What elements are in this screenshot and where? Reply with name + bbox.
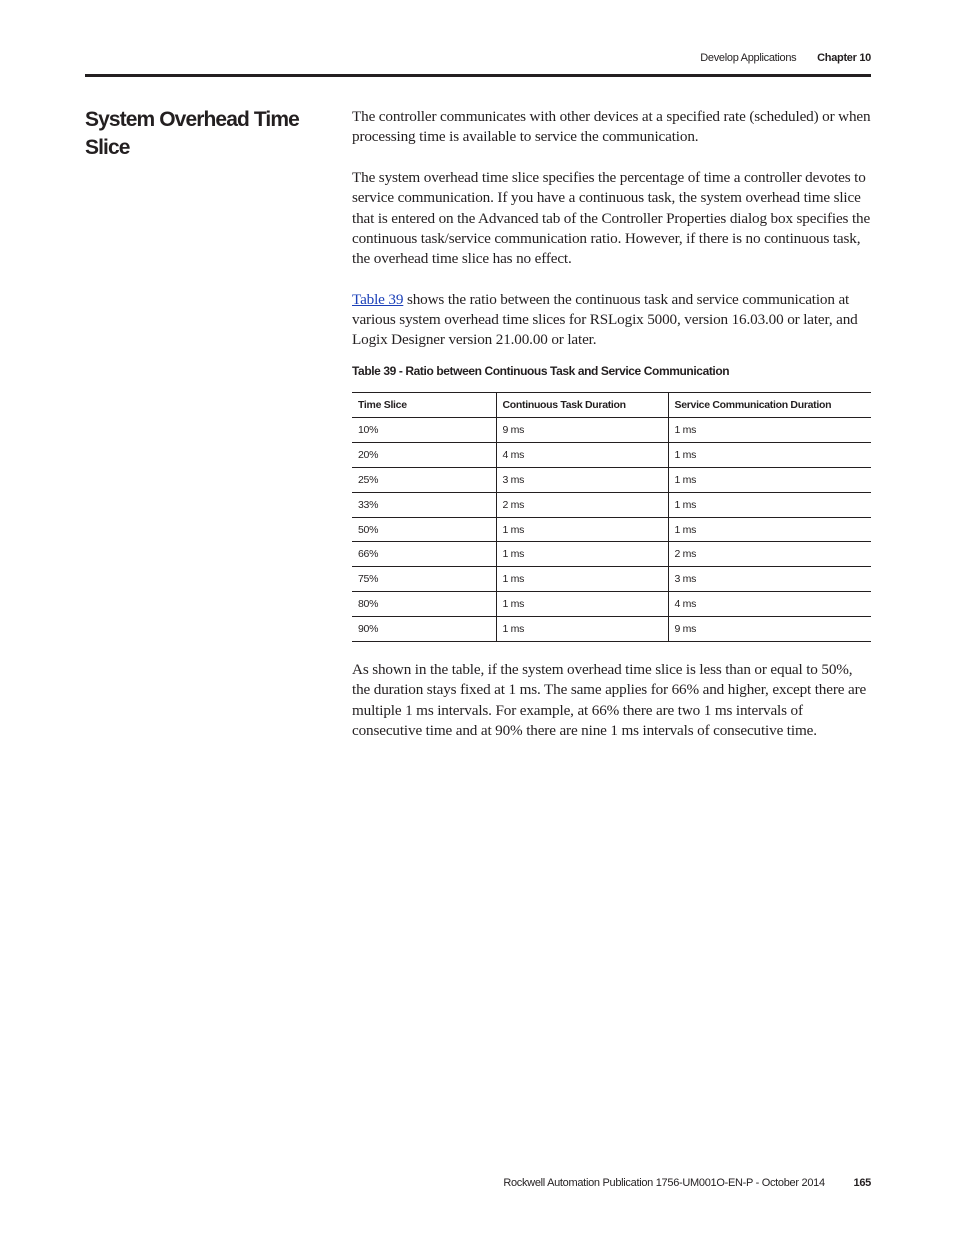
table-header-row: [352, 393, 871, 418]
table-row: [352, 492, 871, 517]
cell-continuous-task: 1 ms: [496, 542, 668, 567]
paragraph-closing: As shown in the table, if the system overhead time slice is less than or equal to 50%, the duration stays fixed at 1 ms. The same applies for 66% and higher, except there are multiple 1 ms intervals. For example, at 66% there are two 1 ms intervals of consecutive time and at 90% there are nine 1 ms intervals of consecutive time.: [352, 661, 867, 739]
cell-continuous-task: 9 ms: [496, 418, 668, 443]
cell-service-communication: 1 ms: [668, 467, 871, 492]
cell-time-slice: 66%: [352, 542, 496, 567]
cell-continuous-task: 1 ms: [496, 517, 668, 542]
body-text: [352, 107, 871, 371]
cell-time-slice: 90%: [352, 617, 496, 642]
table-row: [352, 467, 871, 492]
table-caption: Table 39 - Ratio between Continuous Task and Service Communication: [352, 364, 730, 378]
page-header: [700, 52, 871, 64]
header-service-communication-duration: Service Communication Duration: [668, 393, 871, 418]
paragraph-intro: The controller communicates with other devices at a specified rate (scheduled) or when processing time is available to service the communication.: [352, 108, 871, 146]
header-rule: [85, 74, 871, 77]
cell-continuous-task: 3 ms: [496, 467, 668, 492]
page-number: 165: [853, 1177, 871, 1189]
cell-service-communication: 1 ms: [668, 517, 871, 542]
section-title: System Overhead Time Slice: [85, 108, 299, 159]
cell-service-communication: 1 ms: [668, 442, 871, 467]
cell-service-communication: 3 ms: [668, 567, 871, 592]
cell-service-communication: 2 ms: [668, 542, 871, 567]
header-continuous-task-duration: Continuous Task Duration: [496, 393, 668, 418]
cell-time-slice: 10%: [352, 418, 496, 443]
table-39-link[interactable]: Table 39: [352, 290, 404, 308]
cell-time-slice: 75%: [352, 567, 496, 592]
paragraph-table-ref: [352, 290, 871, 351]
cell-service-communication: 1 ms: [668, 492, 871, 517]
cell-time-slice: 80%: [352, 592, 496, 617]
cell-time-slice: 25%: [352, 467, 496, 492]
table-row: [352, 617, 871, 642]
cell-continuous-task: 1 ms: [496, 592, 668, 617]
header-time-slice: Time Slice: [352, 393, 496, 418]
table-row: [352, 517, 871, 542]
cell-continuous-task: 2 ms: [496, 492, 668, 517]
page-footer: [503, 1177, 871, 1189]
cell-service-communication: 9 ms: [668, 617, 871, 642]
cell-service-communication: 4 ms: [668, 592, 871, 617]
cell-continuous-task: 1 ms: [496, 567, 668, 592]
header-section: Develop Applications: [700, 52, 797, 64]
header-chapter: Chapter 10: [817, 52, 871, 64]
cell-time-slice: 20%: [352, 442, 496, 467]
table-row: [352, 418, 871, 443]
table-row: [352, 567, 871, 592]
cell-continuous-task: 1 ms: [496, 617, 668, 642]
ratio-table: [352, 392, 871, 642]
cell-time-slice: 33%: [352, 492, 496, 517]
table-row: [352, 542, 871, 567]
cell-continuous-task: 4 ms: [496, 442, 668, 467]
footer-publication: Rockwell Automation Publication 1756-UM001O-EN-P - October 2014: [503, 1177, 825, 1189]
cell-service-communication: 1 ms: [668, 418, 871, 443]
table-row: [352, 442, 871, 467]
cell-time-slice: 50%: [352, 517, 496, 542]
table-row: [352, 592, 871, 617]
table-ref-text: shows the ratio between the continuous task and service communication at various system overhead time slices for RSLogix 5000, version 16.03.00 or later, and Logix Designer version 21.00.00 or later.: [352, 290, 858, 349]
paragraph-time-slice: The system overhead time slice specifies the percentage of time a controller devotes to service communication. If you have a continuous task, the system overhead time slice that is entered on the Advanced tab of the Controller Properties dialog box specifies the continuous task/service communication ratio. However, if there is no continuous task, the overhead time slice has no effect.: [352, 168, 871, 268]
